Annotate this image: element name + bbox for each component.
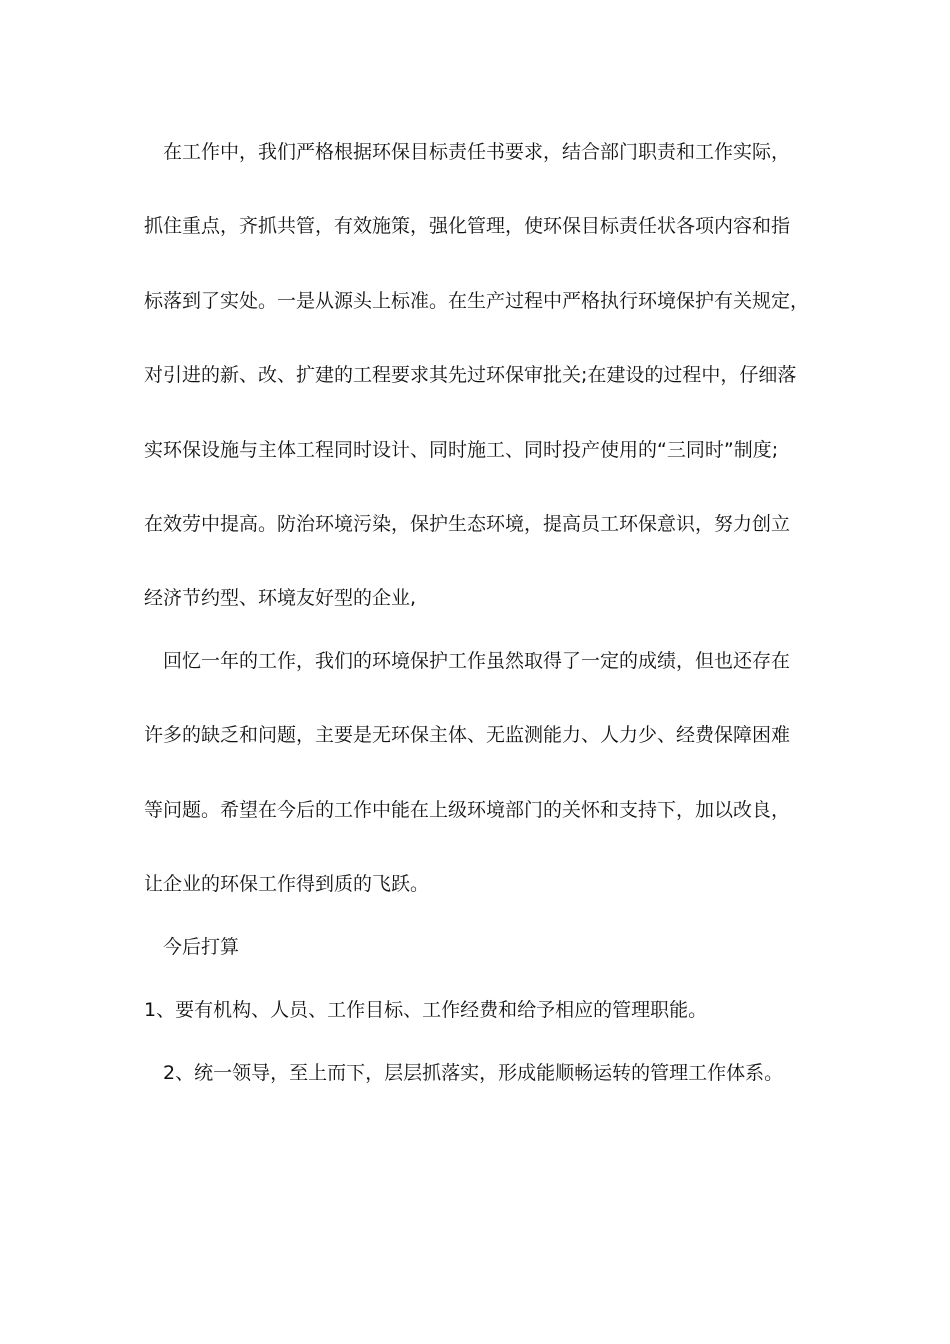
paragraph1-line-1: 在工作中，我们严格根据环保目标责任书要求，结合部门职责和工作实际，	[163, 141, 791, 163]
paragraph2-line-3: 等问题。希望在今后的工作中能在上级环境部门的关怀和支持下，加以改良，	[144, 799, 791, 821]
list-item-1: 1、要有机构、人员、工作目标、工作经费和给予相应的管理职能。	[144, 999, 708, 1021]
paragraph2-line-4: 让企业的环保工作得到质的飞跃。	[144, 873, 430, 895]
paragraph1-line-2: 抓住重点，齐抓共管，有效施策，强化管理，使环保目标责任状各项内容和指	[144, 215, 791, 237]
paragraph1-line-7: 经济节约型、环境友好型的企业,	[144, 587, 417, 609]
paragraph1-line-3: 标落到了实处。一是从源头上标准。在生产过程中严格执行环境保护有关规定，	[144, 290, 810, 312]
paragraph2-line-1: 回忆一年的工作，我们的环境保护工作虽然取得了一定的成绩，但也还存在	[163, 650, 791, 672]
paragraph1-line-4: 对引进的新、改、扩建的工程要求其先过环保审批关;在建设的过程中，仔细落	[144, 364, 797, 386]
paragraph2-line-2: 许多的缺乏和问题，主要是无环保主体、无监测能力、人力少、经费保障困难	[144, 724, 791, 746]
section-heading: 今后打算	[163, 936, 240, 958]
paragraph1-line-6: 在效劳中提高。防治环境污染，保护生态环境，提高员工环保意识，努力创立	[144, 513, 791, 535]
paragraph1-line-5: 实环保设施与主体工程同时设计、同时施工、同时投产使用的“三同时”制度;	[144, 439, 779, 461]
list-item-2: 2、统一领导，至上而下，层层抓落实，形成能顺畅运转的管理工作体系。	[163, 1062, 784, 1084]
